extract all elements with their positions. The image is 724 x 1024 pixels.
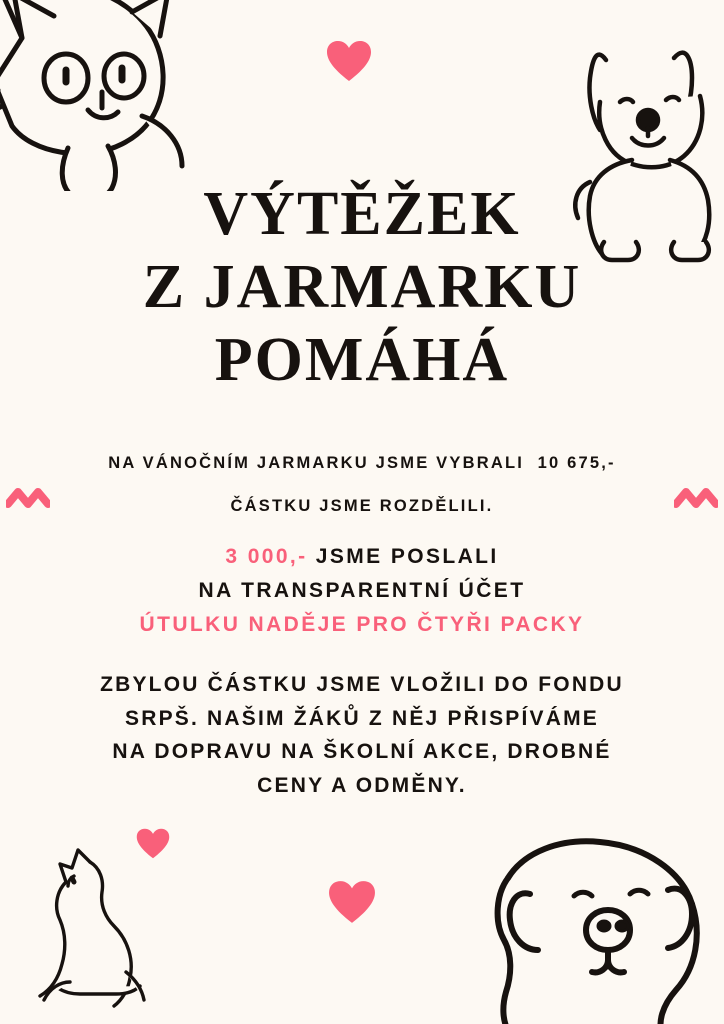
cat-illustration: [0, 0, 242, 191]
dog-face-illustration: [490, 834, 724, 1024]
intro-paragraph: [0, 442, 724, 528]
heart-icon: [136, 828, 170, 864]
donation-recipient: ÚTULKU NADĚJE PRO ČTYŘI PACKY: [139, 613, 585, 637]
donation-amount: 3 000,-: [225, 545, 308, 568]
remainder-line-3: NA DOPRAVU NA ŠKOLNÍ AKCE, DROBNÉ: [112, 740, 612, 764]
title-line-1: VÝTĚŽEK: [203, 180, 521, 248]
remainder-line-2: SRPŠ. NAŠIM ŽÁKŮ Z NĚJ PŘISPÍVÁME: [125, 706, 599, 730]
donation-line-1: [0, 540, 724, 574]
remainder-paragraph: [0, 668, 724, 802]
title-line-2: Z JARMARKU: [142, 253, 582, 322]
donation-line-2: NA TRANSPARENTNÍ ÚČET: [198, 579, 526, 603]
heart-icon: [326, 40, 372, 87]
donation-line-1-rest: JSME POSLALI: [307, 545, 499, 568]
donation-paragraph: [0, 540, 724, 642]
page-title: [0, 178, 724, 397]
intro-line-1: NA VÁNOČNÍM JARMARKU JSME VYBRALI 10 675,-: [108, 454, 616, 472]
intro-line-2: ČÁSTKU JSME ROZDĚLILI.: [230, 496, 494, 515]
remainder-line-4: CENY A ODMĚNY.: [257, 773, 467, 797]
wolf-illustration: [38, 848, 148, 1008]
title-line-3: POMÁHÁ: [214, 326, 510, 395]
remainder-line-1: ZBYLOU ČÁSTKU JSME VLOŽILI DO FONDU: [100, 673, 624, 696]
heart-icon: [328, 880, 376, 929]
